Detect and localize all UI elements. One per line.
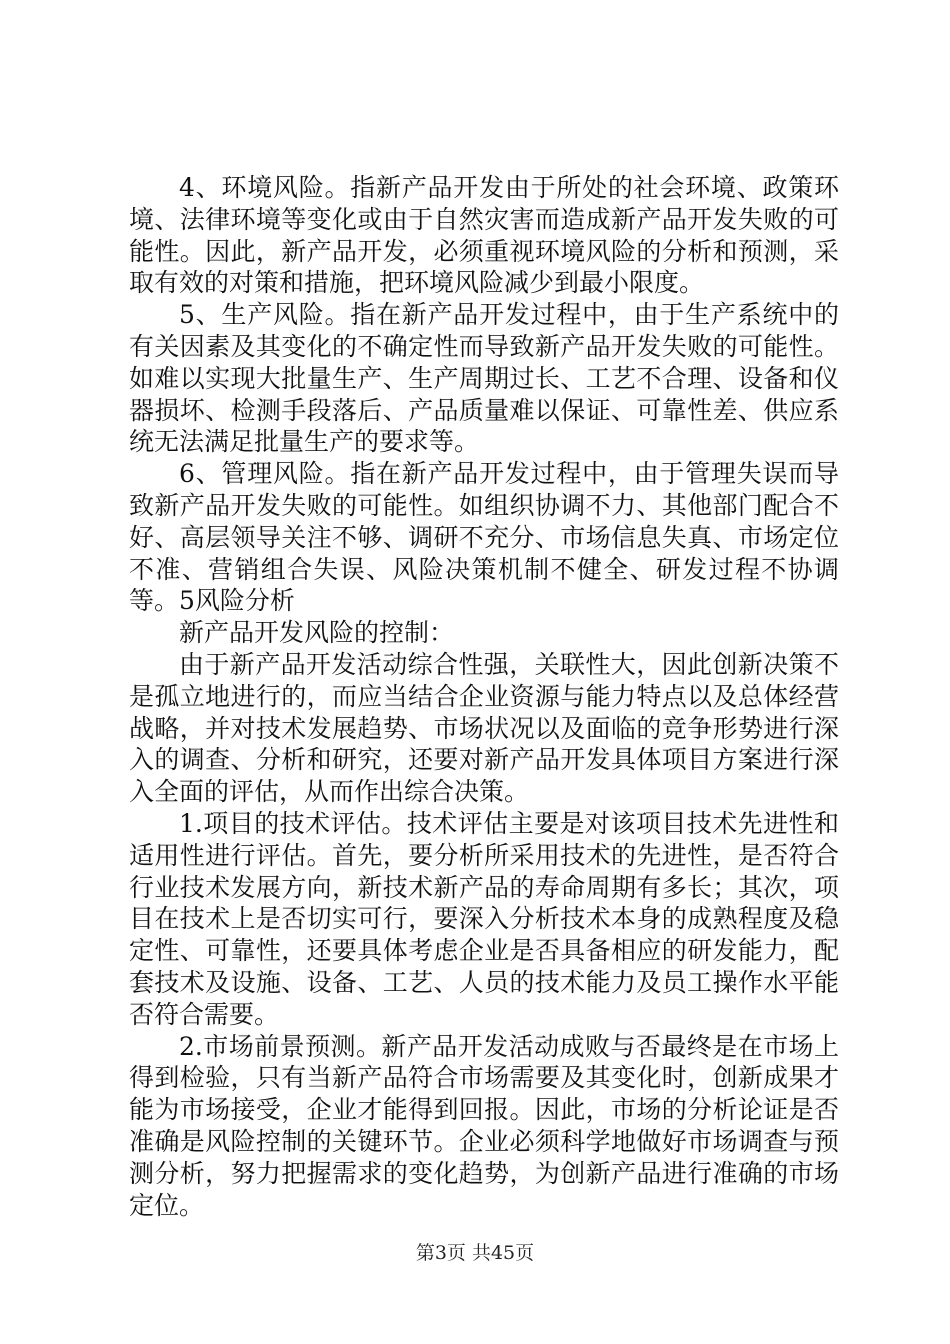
page-number: 第3页 bbox=[415, 1242, 466, 1264]
paragraph-technical-assessment: 1.项目的技术评估。技术评估主要是对该项目技术先进性和适用性进行评估。首先，要分析所采用技术的先进性，是否符合行业技术发展方向，新技术新产品的寿命周期有多长；其次，项目在技术上是否切实可行，要深入分析技术本身的成熟程度及稳定性、可靠性，还要具体考虑企业是否具备相应的研发能力，配套技术及设施、设备、工艺、人员的技术能力及员工操作水平能否符合需要。 bbox=[129, 808, 839, 1029]
paragraph-management-risk: 6、管理风险。指在新产品开发过程中，由于管理失误而导致新产品开发失败的可能性。如组织协调不力、其他部门配合不好、高层领导关注不够、调研不充分、市场信息失真、市场定位不准、营销组合失误、风险决策机制不健全、研发过程不协调等。5风险分析 bbox=[129, 459, 839, 616]
document-body bbox=[129, 172, 839, 1221]
paragraph-environment-risk: 4、环境风险。指新产品开发由于所处的社会环境、政策环境、法律环境等变化或由于自然灾害而造成新产品开发失败的可能性。因此，新产品开发，必须重视环境风险的分析和预测，采取有效的对策和措施，把环境风险减少到最小限度。 bbox=[129, 173, 839, 298]
paragraph-production-risk: 5、生产风险。指在新产品开发过程中，由于生产系统中的有关因素及其变化的不确定性而导致新产品开发失败的可能性。如难以实现大批量生产、生产周期过长、工艺不合理、设备和仪器损坏、检测手段落后、产品质量难以保证、可靠性差、供应系统无法满足批量生产的要求等。 bbox=[129, 300, 839, 457]
paragraph-risk-control-intro: 由于新产品开发活动综合性强，关联性大，因此创新决策不是孤立地进行的，而应当结合企业资源与能力特点以及总体经营战略，并对技术发展趋势、市场状况以及面临的竞争形势进行深入的调查、分析和研究，还要对新产品开发具体项目方案进行深入全面的评估，从而作出综合决策。 bbox=[129, 649, 839, 807]
paragraph-risk-control-heading: 新产品开发风险的控制： bbox=[179, 618, 455, 648]
paragraph-market-forecast: 2.市场前景预测。新产品开发活动成败与否最终是在市场上得到检验，只有当新产品符合市场需要及其变化时，创新成果才能为市场接受，企业才能得到回报。因此，市场的分析论证是否准确是风险控制的关键环节。企业必须科学地做好市场调查与预测分析，努力把握需求的变化趋势，为创新产品进行准确的市场定位。 bbox=[129, 1031, 839, 1220]
page-total: 共45页 bbox=[471, 1242, 535, 1264]
page-footer bbox=[0, 1241, 950, 1265]
